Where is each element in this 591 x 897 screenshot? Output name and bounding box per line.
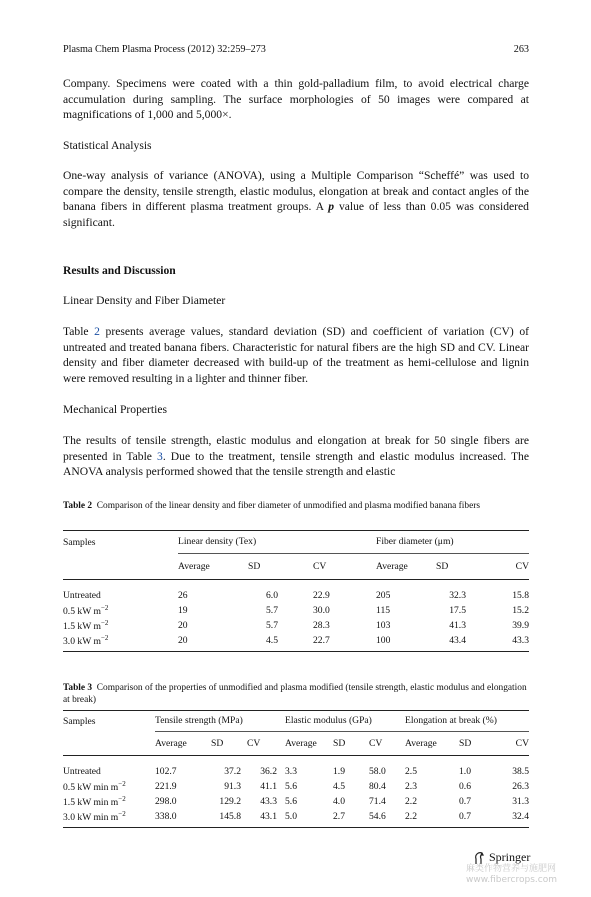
linear-density-heading: Linear Density and Fiber Diameter (63, 294, 226, 307)
table-3-sub-header: Average SD CV Average SD CV Average SD CV (63, 731, 529, 756)
statistical-analysis-heading: Statistical Analysis (63, 139, 152, 152)
watermark: 麻类作物营养与施肥网 www.fibercrops.com (466, 864, 557, 885)
table-row: 3.0 kW $m^{-2}$ 20 4.5 22.7 100 43.4 43.3 (63, 633, 529, 652)
intro-paragraph: Company. Specimens were coated with a thin gold-palladium film, to avoid electrical charge accumulation during sampling. The surface morphologies of 50 images were compared at magnifications of 1,000 and 5,000×. (63, 77, 529, 122)
springer-logo (473, 850, 530, 865)
statistical-analysis-paragraph: One-way analysis of variance (ANOVA), using a Multiple Comparison “Scheffé” was used to compare the density, tensile strength, elastic modulus, elongation at break and contact angles of the banana fibers in different plasma treatment groups. A p value of less than 0.05 was considered significant. (63, 169, 529, 229)
table-row: 1.5 kW $\min m^{-2}$ 298.0 129.2 43.3 5.6 4.0 71.4 2.2 0.7 31.3 (63, 794, 529, 809)
results-heading: Results and Discussion (63, 264, 176, 277)
mechanical-properties-paragraph: The results of tensile strength, elastic modulus and elongation at break for 50 single fibers are presented in Table 3. Due to the treatment, tensile strength and elastic modulus increased. The ANOVA analysis performed showed that the tensile strength and elastic (63, 434, 529, 479)
table-row: Untreated 26 6.0 22.9 205 32.3 15.8 (63, 590, 529, 601)
table-row: 3.0 kW $\min m^{-2}$ 338.0 145.8 43.1 5.0 2.7 54.6 2.2 0.7 32.4 (63, 809, 529, 828)
linear-density-paragraph: Table 2 presents average values, standard deviation (SD) and coefficient of variation (CV) of untreated and treated banana fibers. Characteristic for natural fibers are the high SD and CV. Linear density and fiber diameter decreased with build-up of the treatment as hemi-cellulose and lignin were removed resulting in a lighter and thinner fiber. (63, 325, 529, 385)
table-row: Untreated 102.7 37.2 36.2 3.3 1.9 58.0 2.5 1.0 38.5 (63, 766, 529, 777)
table-2-sub-header: Average SD CV Average SD CV (63, 553, 529, 580)
table-row: 0.5 kW $m^{-2}$ 19 5.7 30.0 115 17.5 15.2 (63, 603, 529, 618)
table-3-caption: Table 3 Comparison of the properties of unmodified and plasma modified (tensile strength, elastic modulus and elongation at break) (63, 683, 527, 705)
table-3 (63, 710, 529, 828)
table-2 (63, 530, 529, 652)
running-header (63, 44, 529, 55)
table-2-group-header: Samples Linear density (Tex) Fiber diameter (μm) (63, 531, 529, 554)
table-2-caption: Table 2 Comparison of the linear density and fiber diameter of unmodified and plasma modified banana fibers (63, 501, 480, 511)
springer-horse-icon (473, 851, 485, 865)
page-number: 263 (513, 44, 529, 55)
table-row: 0.5 kW $\min m^{-2}$ 221.9 91.3 41.1 5.6 4.5 80.4 2.3 0.6 26.3 (63, 779, 529, 794)
table-2-link[interactable]: 2 (94, 325, 100, 338)
table-3-group-header: Samples Tensile strength (MPa) Elastic modulus (GPa) Elongation at break (%) (63, 711, 529, 732)
springer-wordmark: Springer (489, 850, 531, 864)
table-3-link[interactable]: 3 (157, 449, 163, 463)
journal-citation: Plasma Chem Plasma Process (2012) 32:259–273 (63, 44, 266, 55)
mechanical-properties-heading: Mechanical Properties (63, 403, 167, 416)
table-row: 1.5 kW $m^{-2}$ 20 5.7 28.3 103 41.3 39.9 (63, 618, 529, 633)
